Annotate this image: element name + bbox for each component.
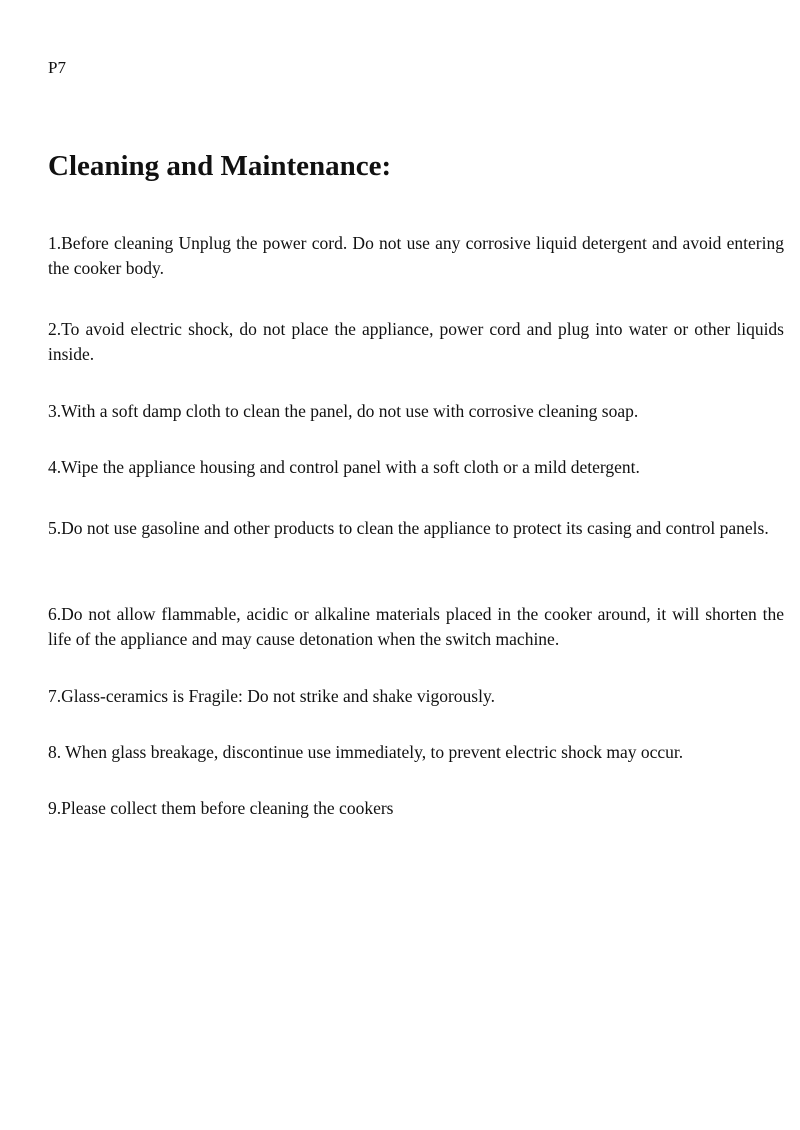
maintenance-item-1: 1.Before cleaning Unplug the power cord. Do not use any corrosive liquid detergent and avoid entering the cooker body. xyxy=(48,233,784,278)
maintenance-item-3: 3.With a soft damp cloth to clean the panel, do not use with corrosive cleaning soap. xyxy=(48,401,639,421)
section-title: Cleaning and Maintenance: xyxy=(48,150,392,182)
maintenance-item-2: 2.To avoid electric shock, do not place the appliance, power cord and plug into water or other liquids inside. xyxy=(48,319,784,364)
maintenance-item-4: 4.Wipe the appliance housing and control panel with a soft cloth or a mild detergent. xyxy=(48,457,640,477)
maintenance-item-6: 6.Do not allow flammable, acidic or alkaline materials placed in the cooker around, it will shorten the life of the appliance and may cause detonation when the switch machine. xyxy=(48,604,784,649)
page-number: P7 xyxy=(48,58,66,77)
maintenance-item-7: 7.Glass-ceramics is Fragile: Do not strike and shake vigorously. xyxy=(48,686,495,706)
maintenance-item-5: 5.Do not use gasoline and other products to clean the appliance to protect its casing and control panels. xyxy=(48,518,769,538)
maintenance-item-9: 9.Please collect them before cleaning the cookers xyxy=(48,798,394,818)
maintenance-item-8: 8. When glass breakage, discontinue use immediately, to prevent electric shock may occur. xyxy=(48,742,684,762)
